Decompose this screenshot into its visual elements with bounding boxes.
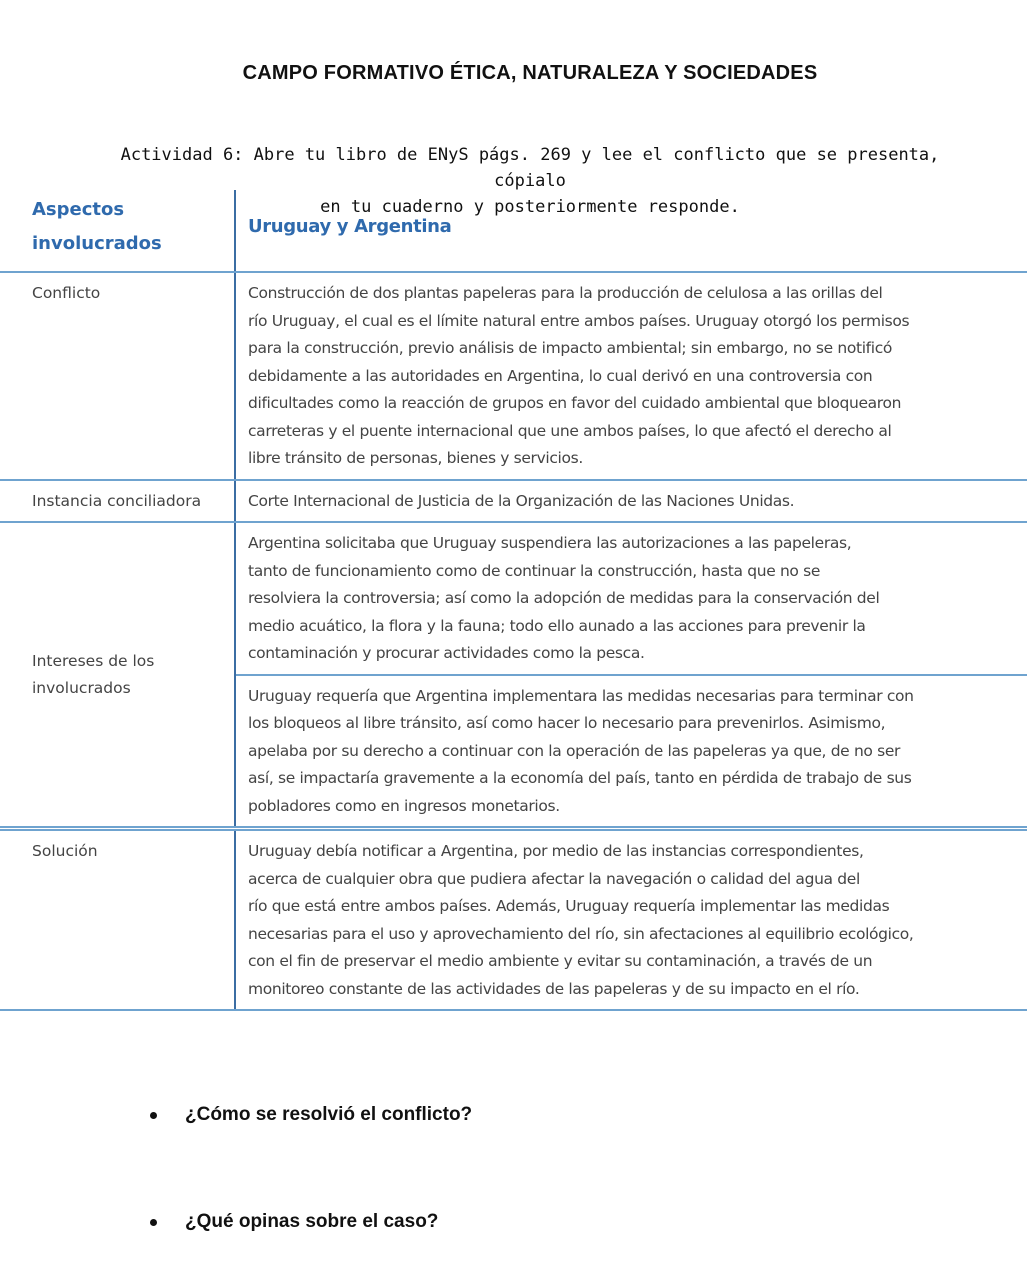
header-aspects: Aspectos involucrados bbox=[0, 190, 236, 271]
question-item bbox=[150, 1211, 438, 1233]
instruction-line-2: en tu cuaderno y posteriormente responde. bbox=[320, 197, 740, 217]
table-row-solucion bbox=[0, 826, 1027, 1011]
text-line: acerca de cualquier obra que pudiera afectar la navegación o calidad del agua del bbox=[248, 869, 860, 888]
text-line: así, se impactaría gravemente a la economía del país, tanto en pérdida de trabajo de sus bbox=[248, 769, 912, 787]
text-line: Construcción de dos plantas papeleras para la producción de celulosa a las orillas del bbox=[248, 284, 883, 302]
text-line: río Uruguay, el cual es el límite natural entre ambos países. Uruguay otorgó los permisos bbox=[248, 311, 910, 330]
text-line: apelaba por su derecho a continuar con la operación de las papeleras ya que, de no ser bbox=[248, 741, 901, 760]
table-header-row bbox=[0, 190, 1027, 271]
text-line: río que está entre ambos países. Además, Uruguay requería implementar las medidas bbox=[248, 897, 890, 915]
header-countries: Uruguay y Argentina bbox=[248, 216, 452, 238]
text-line: contaminación y procurar actividades como la pesca. bbox=[248, 644, 645, 662]
table-row-conflicto bbox=[0, 271, 1027, 479]
bullet-icon bbox=[150, 1219, 157, 1226]
text-intereses-argentina bbox=[236, 523, 1027, 674]
text-line: debidamente a las autoridades en Argentina, lo cual derivó en una controversia con bbox=[248, 366, 873, 385]
instruction-line-1: Actividad 6: Abre tu libro de ENyS págs. 269 y lee el conflicto que se presenta, cópialo bbox=[120, 145, 940, 191]
text-line: tanto de funcionamiento como de continuar la construcción, hasta que no se bbox=[248, 561, 821, 580]
text-line: Uruguay debía notificar a Argentina, por medio de las instancias correspondientes, bbox=[248, 842, 864, 860]
text-line: dificultades como la reacción de grupos en favor del cuidado ambiental que bloquearon bbox=[248, 394, 902, 412]
text-line: libre tránsito de personas, bienes y servicios. bbox=[248, 449, 583, 467]
text-line: monitoreo constante de las actividades de las papeleras y de su impacto en el río. bbox=[248, 979, 860, 998]
bullet-icon bbox=[150, 1112, 157, 1119]
label-intereses: Intereses de los involucrados bbox=[32, 652, 155, 697]
text-instancia: Corte Internacional de Justicia de la Organización de las Naciones Unidas. bbox=[248, 491, 795, 510]
text-line: necesarias para el uso y aprovechamiento del río, sin afectaciones al equilibrio ecológico, bbox=[248, 924, 914, 943]
question-text: ¿Qué opinas sobre el caso? bbox=[185, 1211, 439, 1232]
text-line: Argentina solicitaba que Uruguay suspendiera las autorizaciones a las papeleras, bbox=[248, 534, 852, 552]
table-row-intereses bbox=[0, 521, 1027, 826]
label-instancia: Instancia conciliadora bbox=[32, 491, 202, 510]
text-line: resolviera la controversia; así como la adopción de medidas para la conservación del bbox=[248, 589, 880, 607]
label-solucion: Solución bbox=[32, 842, 98, 860]
text-line: con el fin de preservar el medio ambiente y evitar su contaminación, a través de un bbox=[248, 952, 873, 970]
question-item bbox=[150, 1104, 472, 1126]
text-line: Uruguay requería que Argentina implementara las medidas necesarias para terminar con bbox=[248, 686, 914, 705]
question-text: ¿Cómo se resolvió el conflicto? bbox=[185, 1104, 473, 1125]
text-intereses-uruguay bbox=[236, 674, 1027, 827]
page-title: CAMPO FORMATIVO ÉTICA, NATURALEZA Y SOCIEDADES bbox=[242, 62, 818, 84]
label-conflicto: Conflicto bbox=[32, 284, 101, 302]
aspects-table bbox=[0, 190, 1027, 1011]
text-solucion bbox=[248, 831, 1027, 1009]
text-line: para la construcción, previo análisis de impacto ambiental; sin embargo, no se notificó bbox=[248, 339, 893, 357]
table-row-instancia bbox=[0, 479, 1027, 522]
text-line: medio acuático, la flora y la fauna; todo ello aunado a las acciones para prevenir la bbox=[248, 616, 866, 635]
text-conflicto bbox=[248, 273, 1027, 479]
text-line: carreteras y el puente internacional que une ambos países, lo que afectó el derecho al bbox=[248, 421, 892, 440]
text-line: pobladores como en ingresos monetarios. bbox=[248, 796, 560, 815]
text-line: los bloqueos al libre tránsito, así como hacer lo necesario para prevenirlos. Asimismo, bbox=[248, 714, 886, 732]
